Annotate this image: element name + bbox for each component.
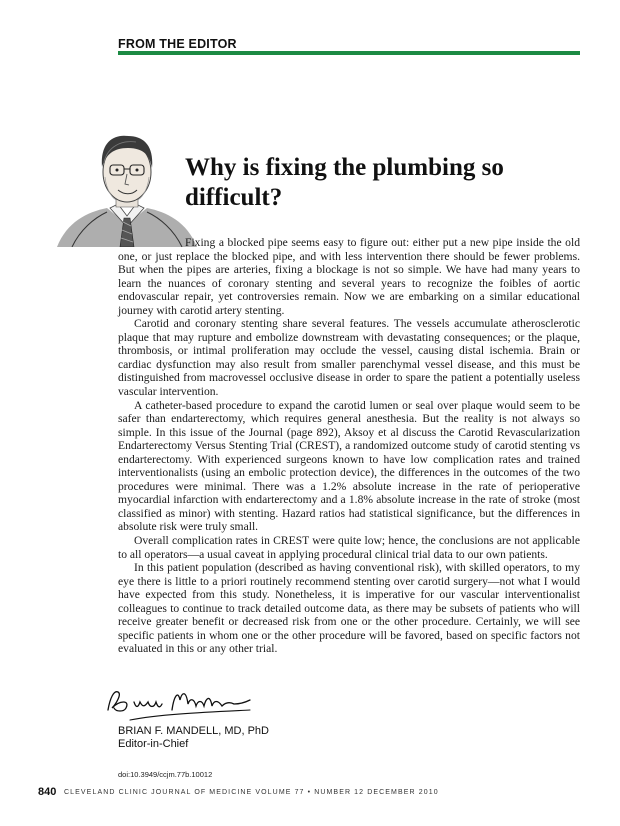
article-paragraph: Carotid and coronary stenting share several features. The vessels accumulate atherosclerotic plaque that may rupture and embolize downstream with devastating consequences; or the plaque, thrombosis, or intimal proliferation may occlude the vessel, causing distal ischemia. Brain or cardiac dysfunction may also result from smaller parenchymal vessel disease, and this must be distinguished from macrovessel occlusive disease in order to spare the patient a potentially useless vascular intervention. xyxy=(118,317,580,399)
article-paragraph: Overall complication rates in CREST were quite low; hence, the conclusions are not applicable to all operators—a usual caveat in applying procedural clinical trial data to our own patients. xyxy=(118,534,580,561)
section-label: FROM THE EDITOR xyxy=(118,37,237,51)
page-number: 840 xyxy=(38,786,57,798)
article-title: Why is fixing the plumbing so difficult? xyxy=(185,154,504,211)
article-paragraph: In this patient population (described as having conventional risk), with skilled operators, to my eye there is little to a priori routinely recommend stenting over carotid surgery—not what I would have expected from this study. Nonetheless, it is imperative for our vascular interventionalist colleagues to continue to track detailed outcome data, as there may be subsets of patients who will receive greater benefit or decreased risk from one or the other procedure. Certainly, we will see specific patients in whom one or the other procedure will be favored, based on specific factors not evaluated in this or any other trial. xyxy=(118,561,580,656)
author-title: Editor-in-Chief xyxy=(118,738,189,750)
article-body xyxy=(118,236,580,656)
section-divider xyxy=(118,51,580,55)
editor-signature xyxy=(100,680,260,728)
journal-footer: CLEVELAND CLINIC JOURNAL OF MEDICINE VOLUME 77 • NUMBER 12 DECEMBER 2010 xyxy=(64,789,439,796)
editor-portrait-illustration xyxy=(52,112,202,247)
article-paragraph: A catheter-based procedure to expand the carotid lumen or seal over plaque would seem to be safer than endarterectomy, which requires general anesthesia. But the reality is not always so simple. In this issue of the Journal (page 892), Aksoy et al discuss the Carotid Revascularization Endarterectomy Versus Stenting Trial (CREST), a randomized outcome study of carotid stenting vs endarterectomy. With experienced surgeons known to have low complication rates and trained interventionalists (using an embolic protection device), the differences in the outcomes of the two procedures were minimal. There was a 1.2% absolute increase in the rate of perioperative myocardial infarction with endarterectomy and a 1.8% absolute increase in the rate of stroke (most classified as minor) with stenting. Hazard ratios had statistical significance, but the differences in absolute risk were truly small. xyxy=(118,398,580,534)
article-paragraph: Fixing a blocked pipe seems easy to figure out: either put a new pipe inside the old one, or just replace the blocked pipe, and with less intervention there should be fewer problems. But when the pipes are arteries, fixing a blockage is not so simple. We have had many years to learn the nuances of coronary stenting and several years to recognize the foibles of aortic endovascular repair, yet controversies remain. Now we are embarking on a similar educational journey with carotid artery stenting. xyxy=(118,236,580,317)
doi-line: doi:10.3949/ccjm.77b.10012 xyxy=(118,770,213,779)
author-name: BRIAN F. MANDELL, MD, PhD xyxy=(118,725,269,737)
